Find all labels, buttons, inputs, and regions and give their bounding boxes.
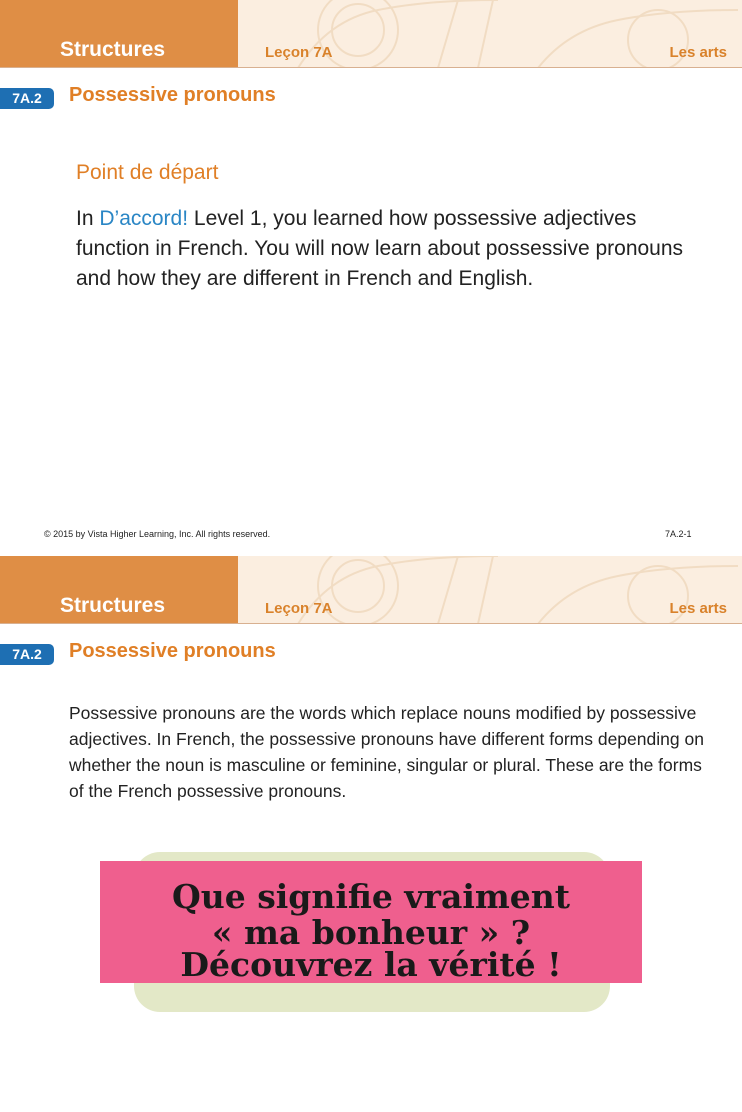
slide-2 (0, 556, 742, 1112)
overlay-line-1: Que signifie vraiment (171, 877, 571, 916)
lesson-label: Leçon 7A (265, 600, 333, 617)
intro-paragraph (76, 204, 696, 294)
header-divider (0, 623, 742, 624)
section-title: Structures (60, 38, 166, 61)
topic-area-label: Les arts (669, 600, 727, 617)
slide-header (0, 556, 742, 624)
explanation-paragraph: Possessive pronouns are the words which replace nouns modified by possessive adjectives. In French, the possessive pronouns have different forms depending on whether the noun is masculine or feminine, singular or plural. These are the forms of the French possessive pronouns. (69, 703, 704, 801)
copyright-notice: © 2015 by Vista Higher Learning, Inc. All rights reserved. (44, 529, 271, 539)
slide-header (0, 0, 742, 68)
overlay-line-3: Découvrez la vérité ! (180, 945, 562, 983)
header-divider (0, 67, 742, 68)
slide-title: Possessive pronouns (69, 84, 276, 106)
lesson-label: Leçon 7A (265, 44, 333, 61)
paragraph-intro: In (76, 207, 100, 230)
section-badge: 7A.2 (0, 88, 54, 109)
section-title: Structures (60, 594, 166, 617)
slide-number: 7A.2-1 (665, 529, 692, 539)
subheading: Point de départ (76, 161, 219, 184)
section-badge: 7A.2 (0, 644, 54, 665)
topic-area-label: Les arts (669, 44, 727, 61)
overlay-line-2: « ma bonheur » ? (211, 913, 531, 952)
brand-name: D’accord! (99, 207, 189, 230)
slide-title: Possessive pronouns (69, 640, 276, 662)
paragraph-rest: Level 1, you learned how possessive adjectives function in French. You will now learn about possessive pronouns and how they are different in French and English. (76, 207, 684, 290)
promo-overlay-banner[interactable] (100, 861, 642, 983)
